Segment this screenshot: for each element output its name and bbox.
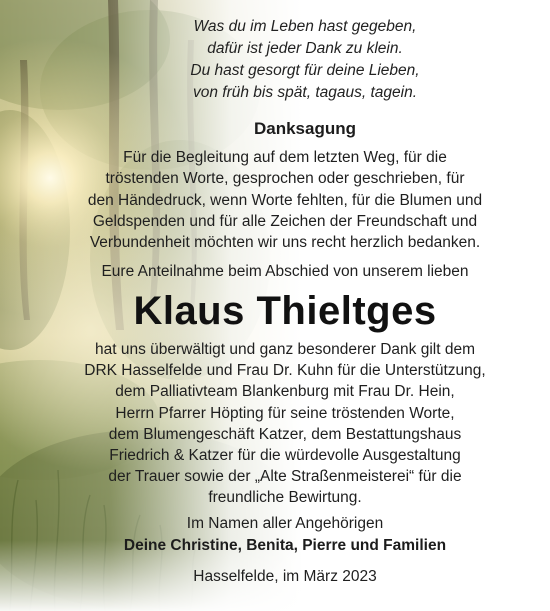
paragraph-line: dem Blumengeschäft Katzer, dem Bestattungshaus (108, 425, 462, 443)
paragraph-line: den Händedruck, wenn Worte fehlten, für die Blumen und (87, 191, 483, 209)
signers: Deine Christine, Benita, Pierre und Familien (123, 537, 447, 554)
poem-line: von früh bis spät, tagaus, tagein. (192, 84, 418, 101)
closing-line: Im Namen aller Angehörigen (186, 515, 384, 532)
deceased-name: Klaus Thieltges (133, 289, 437, 333)
poem-line: dafür ist jeder Dank zu klein. (207, 40, 403, 57)
heading-danksagung: Danksagung (253, 119, 357, 138)
place-date: Hasselfelde, im März 2023 (193, 568, 377, 585)
lead-line: Eure Anteilnahme beim Abschied von unserem lieben (101, 263, 469, 280)
paragraph-line: hat uns überwältigt und ganz besonderer Dank gilt dem (95, 341, 475, 358)
paragraph-line: Friedrich & Katzer für die würdevolle Ausgestaltung (109, 446, 461, 464)
paragraph-line: der Trauer sowie der „Alte Straßenmeisterei“ für die (108, 468, 462, 486)
paragraph-line: tröstenden Worte, gesprochen oder geschrieben, für (105, 170, 465, 188)
paragraph-line: Geldspenden und für alle Zeichen der Freundschaft und (92, 212, 478, 230)
paragraph-line: Verbundenheit möchten wir uns recht herzlich bedanken. (89, 234, 481, 252)
acknowledgement-paragraph (20, 339, 550, 509)
poem-line: Was du im Leben hast gegeben, (193, 18, 417, 35)
poem (60, 16, 550, 104)
paragraph-line: Herrn Pfarrer Höpting für seine tröstenden Worte, (115, 404, 455, 422)
paragraph-line: freundliche Bewirtung. (208, 489, 362, 507)
paragraph-line: dem Palliativteam Blankenburg mit Frau Dr. Hein, (115, 383, 455, 401)
thanks-paragraph (20, 147, 550, 253)
paragraph-line: Für die Begleitung auf dem letzten Weg, für die (123, 149, 447, 166)
paragraph-line: DRK Hasselfelde und Frau Dr. Kuhn für die Unterstützung, (84, 362, 486, 380)
poem-line: Du hast gesorgt für deine Lieben, (190, 62, 420, 79)
